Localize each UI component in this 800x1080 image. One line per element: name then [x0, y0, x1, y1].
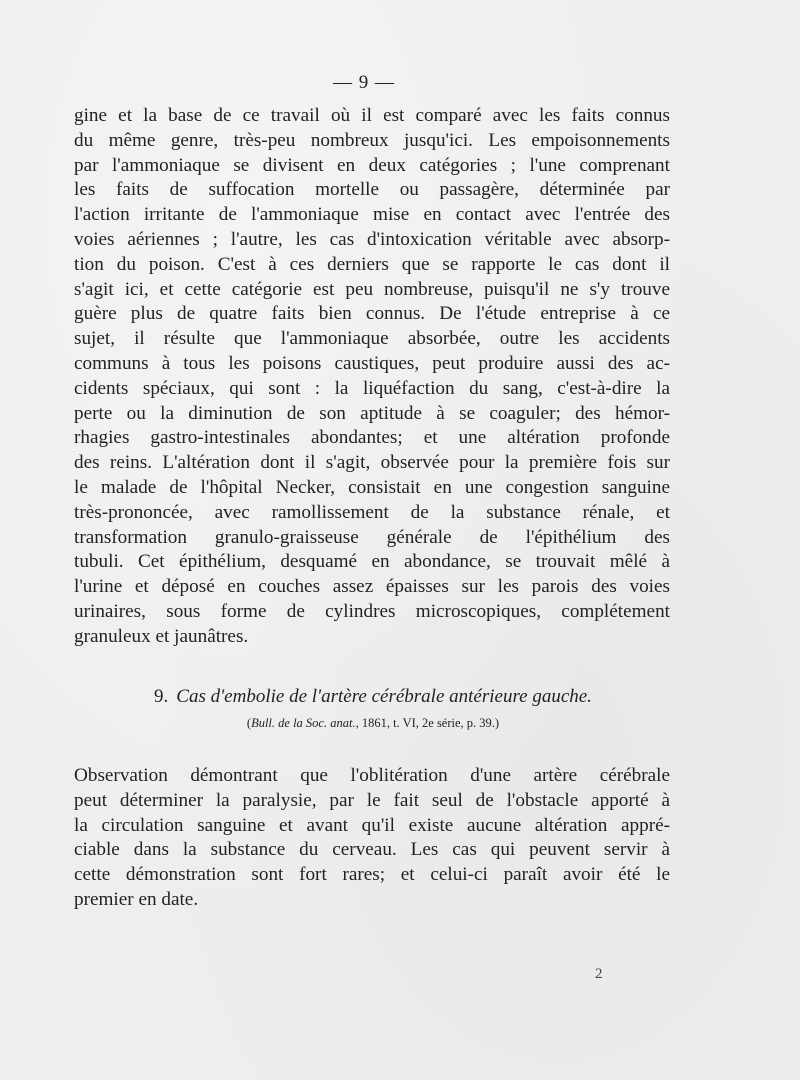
text-line: le malade de l'hôpital Necker, consistait en une congestion sanguine	[74, 476, 670, 498]
text-line: très-prononcée, avec ramollissement de la substance rénale, et	[74, 501, 670, 523]
text-line: les faits de suffocation mortelle ou passagère, déterminée par	[74, 179, 670, 201]
text-line: cette démonstration sont fort rares; et celui-ci paraît avoir été le	[74, 864, 670, 886]
text-line: Observation démontrant que l'oblitération d'une artère cérébrale	[74, 765, 670, 786]
page-number: — 9 —	[333, 72, 395, 93]
text-line: granuleux et jaunâtres.	[74, 625, 249, 647]
text-line: sujet, il résulte que l'ammoniaque absorbée, outre les accidents	[74, 328, 670, 350]
text-line: urinaires, sous forme de cylindres microscopiques, complétement	[74, 600, 670, 622]
text-line: premier en date.	[74, 888, 199, 910]
text-line: par l'ammoniaque se divisent en deux catégories ; l'une comprenant	[74, 154, 670, 176]
text-line: rhagies gastro-intestinales abondantes; et une altération profonde	[74, 427, 670, 449]
text-line: guère plus de quatre faits bien connus. De l'étude entreprise à ce	[74, 303, 670, 325]
text-line: des reins. L'altération dont il s'agit, observée pour la première fois sur	[74, 452, 670, 474]
text-line: peut déterminer la paralysie, par le fait seul de l'obstacle apporté à	[74, 789, 670, 811]
section-heading	[0, 686, 746, 708]
text-line: la circulation sanguine et avant qu'il existe aucune altération appré-	[74, 814, 670, 836]
section-number: 9.	[154, 686, 169, 707]
text-line: communs à tous les poisons caustiques, peut produire aussi des ac-	[74, 352, 670, 374]
text-line: cidents spéciaux, qui sont : la liquéfaction du sang, c'est-à-dire la	[74, 377, 670, 399]
text-line: tubuli. Cet épithélium, desquamé en abondance, se trouvait mêlé à	[74, 551, 670, 573]
citation-open: (	[246, 716, 252, 730]
text-line: voies aériennes ; l'autre, les cas d'intoxication véritable avec absorp-	[74, 228, 670, 250]
text-line: l'action irritante de l'ammoniaque mise en contact avec l'entrée des	[74, 204, 670, 226]
body-paragraph-2	[74, 764, 670, 913]
signature-mark: 2	[595, 966, 603, 982]
citation-details: , 1861, t. VI, 2e série, p. 39.)	[355, 716, 500, 730]
section-citation	[0, 716, 746, 731]
text-line: du même genre, très-peu nombreux jusqu'ici. Les empoisonnements	[74, 129, 670, 151]
text-line: tion du poison. C'est à ces derniers que se rapporte le cas dont il	[74, 253, 670, 275]
text-line: gine et la base de ce travail où il est comparé avec les faits connus	[74, 105, 670, 126]
text-line: s'agit ici, et cette catégorie est peu nombreuse, puisqu'il ne s'y trouve	[74, 278, 670, 300]
citation-source: Bull. de la Soc. anat.	[251, 716, 356, 730]
text-line: l'urine et déposé en couches assez épaisses sur les parois des voies	[74, 576, 670, 598]
body-paragraph-1	[74, 104, 670, 650]
text-line: ciable dans la substance du cerveau. Les cas qui peuvent servir à	[74, 839, 670, 861]
section-title: Cas d'embolie de l'artère cérébrale antérieure gauche.	[176, 686, 592, 707]
text-line: transformation granulo-graisseuse générale de l'épithélium des	[74, 526, 670, 548]
text-line: perte ou la diminution de son aptitude à se coaguler; des hémor-	[74, 402, 670, 424]
